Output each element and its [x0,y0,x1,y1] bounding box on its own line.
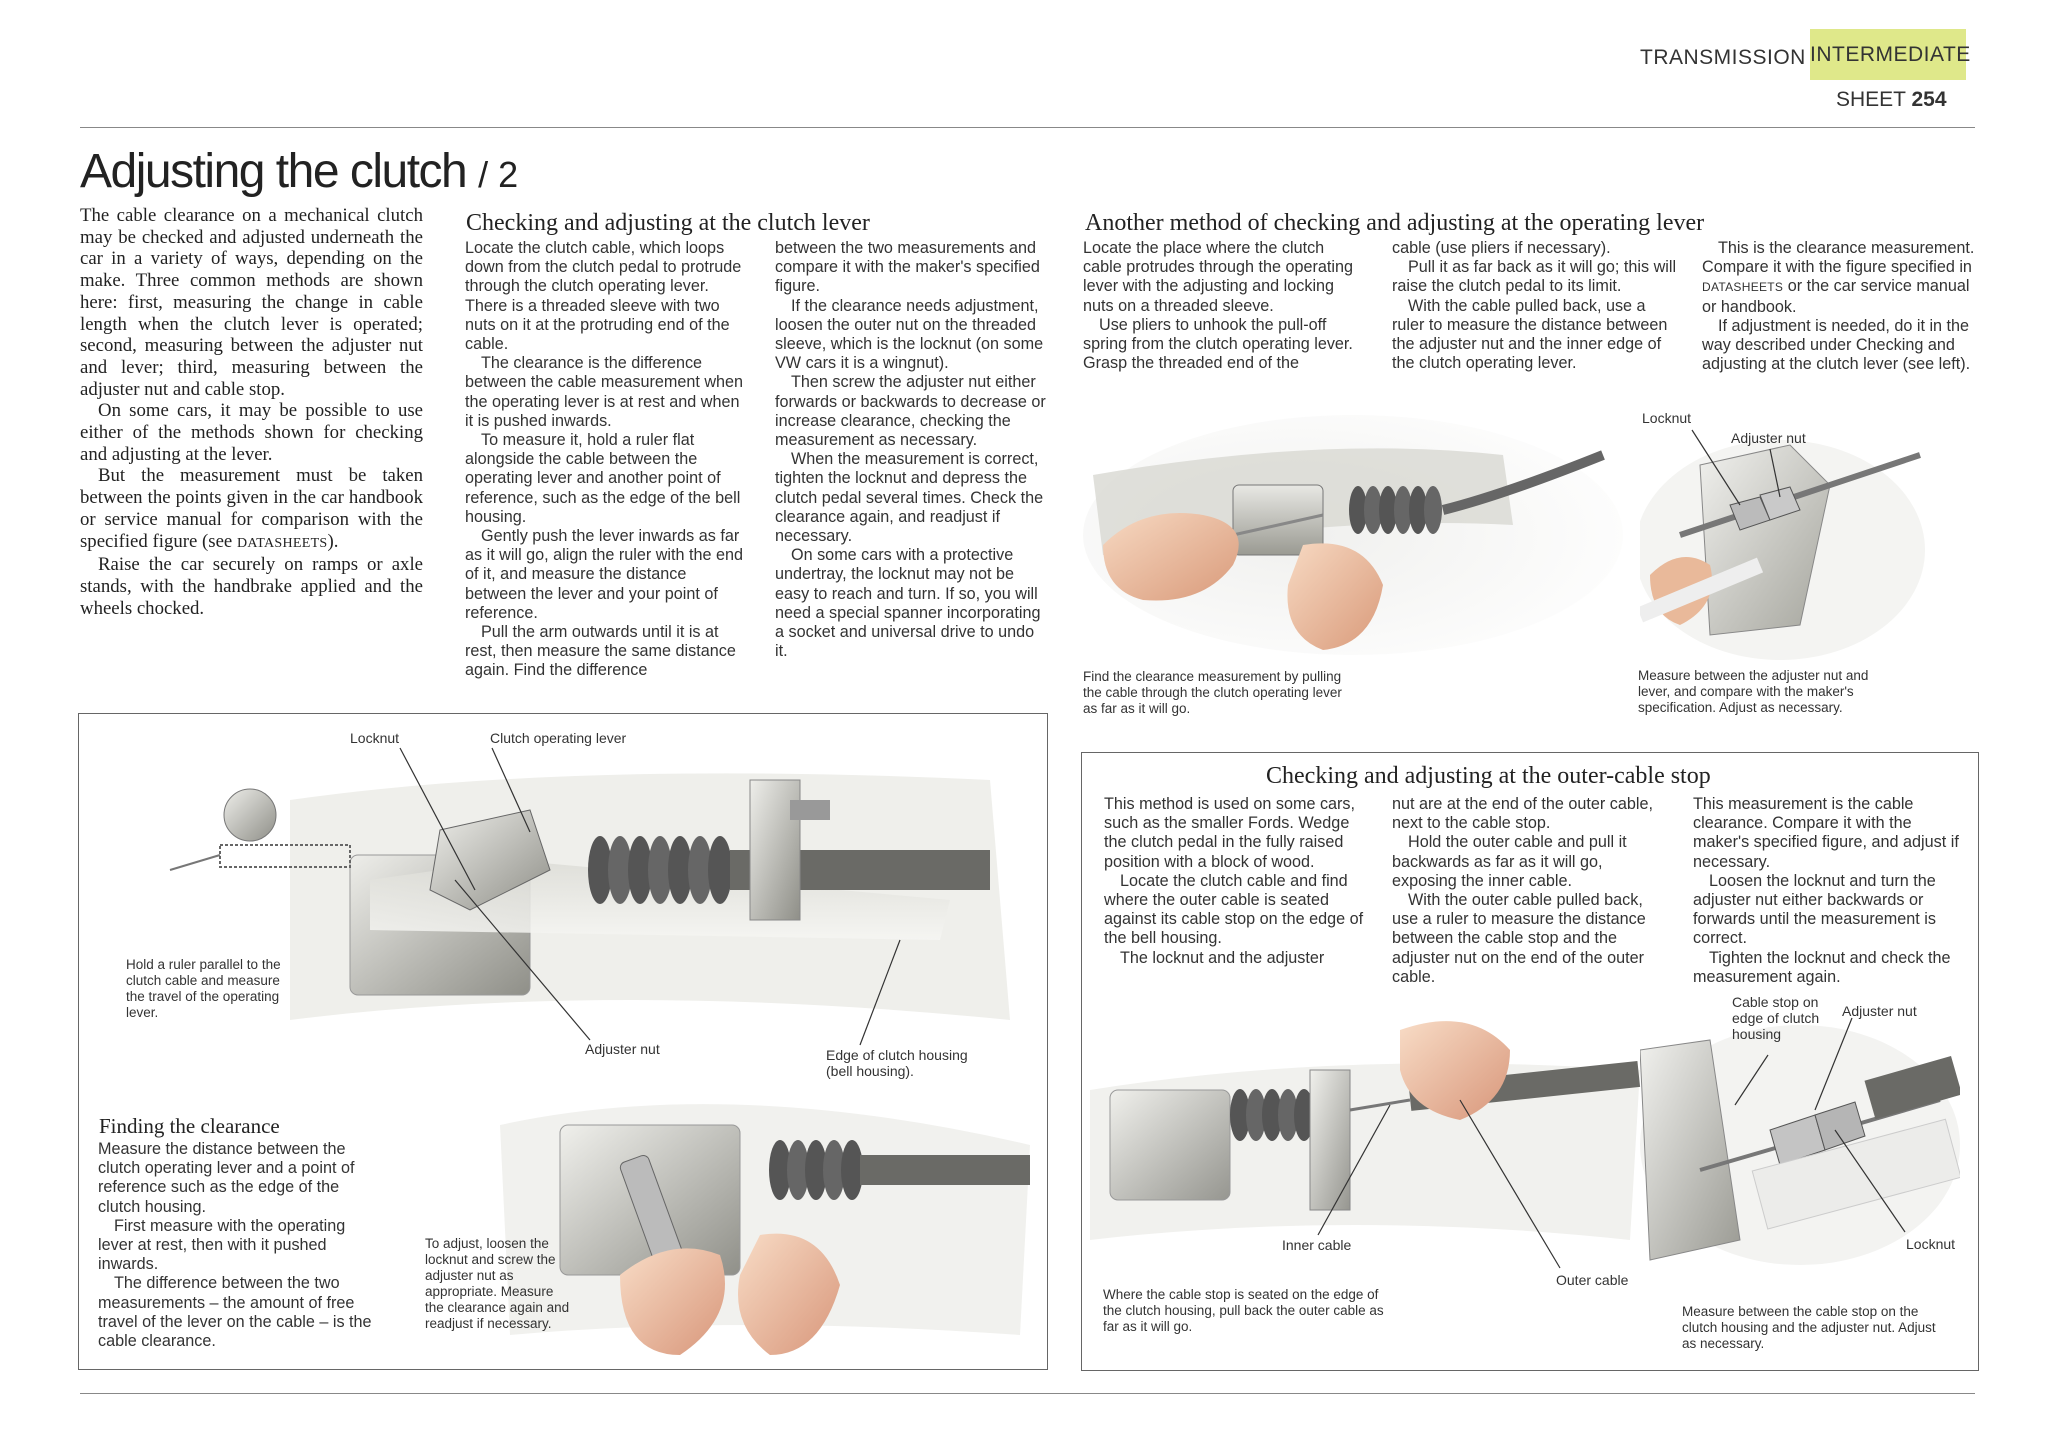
body-paragraph: On some cars with a protective undertray, the locknut may not be easy to reach and turn. If so, you will need a special spanner incorporating a socket and universal drive to undo it. [775,546,1041,661]
datasheets-ref: DATASHEETS [1702,280,1784,295]
label-locknut: Locknut [1906,1236,1956,1252]
body-paragraph: Use pliers to unhook the pull-off spring from the clutch operating lever. Grasp the threaded end of the [1083,315,1353,373]
body-paragraph: Locate the clutch cable and find where the outer cable is seated against its cable stop on the edge of the bell housing. [1104,871,1364,948]
sheet-label: SHEET [1836,88,1906,111]
body-paragraph: The locknut and the adjuster [1120,948,1325,967]
body-paragraph: This measurement is the cable clearance. Compare it with the maker's specified figure, and adjust if necessary. [1693,795,1959,871]
page-title-main: Adjusting the clutch [80,145,467,198]
outer-cable-stop-col1 [1104,795,1374,968]
body-text-run: or the car service manual or handbook. [1702,277,1970,316]
leader-lines [1690,1000,1930,1240]
page-title [80,144,518,199]
body-paragraph: Hold the outer cable and pull it backwards as far as it will go, exposing the inner cable. [1392,833,1627,890]
bolt-head-shape [224,789,276,841]
body-paragraph: Then screw the adjuster nut either forwards or backwards to decrease or increase clearance, checking the measurement as necessary. [775,373,1046,450]
body-paragraph: First measure with the operating lever at rest, then with it pushed inwards. [98,1216,346,1274]
label-inner-cable: Inner cable [1282,1237,1352,1253]
body-paragraph: When the measurement is correct, tighten the locknut and depress the clutch pedal several times. Check the clearance again, and readjust if necessary. [775,450,1044,546]
label-adjuster-nut: Adjuster nut [1842,1003,1917,1019]
leader-lines [1280,1050,1600,1275]
outer-cable-stop-heading: Checking and adjusting at the outer-cable stop [1266,763,1711,789]
label-adjuster-nut: Adjuster nut [585,1041,660,1057]
finding-clearance-text [98,1140,373,1351]
caption-to-adjust: To adjust, loosen the locknut and screw the adjuster nut as appropriate. Measure the clearance again and readjust if necessary. [425,1236,570,1331]
lever-section-col1 [465,239,745,681]
caption-pull-cable: Find the clearance measurement by pulling the cable through the clutch operating lever as far as it will go. [1083,669,1342,716]
body-paragraph: Pull it as far back as it will go; this will raise the clutch pedal to its limit. [1392,258,1677,296]
lever-section-heading: Checking and adjusting at the clutch lever [466,210,870,236]
leader-lines [1680,425,1820,525]
clutch-housing-shape [1110,1090,1230,1200]
rubber-boot-shape [769,1140,863,1200]
body-text-run: This is the clearance measurement. Compare it with the figure specified in [1702,239,1975,277]
label-outer-cable: Outer cable [1556,1272,1629,1288]
body-paragraph: The difference between the two measurements – the amount of free travel of the lever on the cable – is the cable clearance. [98,1274,372,1351]
body-paragraph: cable (use pliers if necessary). [1392,239,1611,257]
label-cable-stop: Cable stop on edge of clutch housing [1732,994,1820,1042]
caption-hold-ruler: Hold a ruler parallel to the clutch cable and measure the travel of the operating lever. [126,957,281,1020]
body-paragraph: Locate the clutch cable, which loops down from the clutch pedal to protrude through the clutch operating lever. There is a threaded sleeve with two nuts on it at the protruding end of the cable. [465,239,742,354]
intro-text-run: But the measurement must be taken between the points given in the car handbook or service manual for comparison with the specified figure (see [80,465,423,552]
body-paragraph [1702,239,1977,317]
body-paragraph: This method is used on some cars, such as the smaller Fords. Wedge the clutch pedal in the fully raised position with a block of wood. [1104,795,1356,871]
footer-divider [80,1393,1975,1394]
body-paragraph: If the clearance needs adjustment, loosen the outer nut on the threaded sleeve, which is the locknut (on some VW cars it is a wingnut). [775,296,1044,373]
illustration-pull-cable [1083,415,1623,665]
body-paragraph: nut are at the end of the outer cable, next to the cable stop. [1392,795,1653,833]
page-title-part: / 2 [478,154,519,195]
section-category: TRANSMISSION [1640,46,1806,69]
body-paragraph: With the cable pulled back, use a ruler to measure the distance between the adjuster nut and the inner edge of the clutch operating lever. [1392,296,1668,373]
operating-section-col2 [1392,239,1677,373]
label-adjuster-nut: Adjuster nut [1731,430,1806,446]
operating-section-col1 [1083,239,1363,373]
body-paragraph: To measure it, hold a ruler flat alongside the cable between the operating lever and another point of reference, such as the edge of the bell housing. [465,431,741,526]
left-hand-shape [620,1248,725,1355]
caption-cable-stop-closeup: Measure between the cable stop on the clutch housing and the adjuster nut. Adjust as necessary. [1682,1304,1936,1351]
lever-section-col2 [775,239,1050,661]
operating-section-heading: Another method of checking and adjusting at the operating lever [1085,210,1705,236]
body-paragraph: Gently push the lever inwards as far as it will go, align the ruler with the end of it, and measure the distance between the lever and your point of reference. [465,527,744,622]
label-clutch-operating-lever: Clutch operating lever [490,730,627,746]
header-divider [80,127,1975,128]
outer-cable-stop-col2 [1392,795,1662,987]
intro-paragraph [80,465,423,554]
body-paragraph: Pull the arm outwards until it is at rest, then measure the same distance again. Find the difference [465,623,736,680]
body-paragraph: Measure the distance between the clutch operating lever and a point of reference such as the edge of the clutch housing. [98,1140,355,1216]
finding-clearance-heading: Finding the clearance [99,1114,280,1138]
leader-lines [380,740,940,1050]
body-paragraph: If adjustment is needed, do it in the way described under Checking and adjusting at the clutch lever (see left). [1702,316,1971,374]
datasheets-ref: DATASHEETS [236,535,328,551]
outer-cable-stop-col3 [1693,795,1961,987]
intro-text-run: ). [327,530,339,552]
operating-section-col3 [1702,239,1977,374]
body-paragraph: Locate the place where the clutch cable protrudes through the operating lever with the adjusting and locking nuts on a threaded sleeve. [1083,239,1353,315]
intro-paragraph: The cable clearance on a mechanical clutch may be checked and adjusted underneath the car in a variety of ways, depending on the make. Three common methods are shown here: first, measuring the change in cable length when the clutch lever is operated; second, measuring between the adjuster nut and lever; third, measuring between the adjuster nut and cable stop. [80,205,423,400]
intro-text [80,205,423,619]
body-paragraph: between the two measurements and compare it with the maker's specified figure. [775,239,1040,296]
intro-paragraph: On some cars, it may be possible to use either of the methods shown for checking and adjusting at the lever. [80,400,423,465]
outer-cable-shape [860,1155,1030,1185]
sheet-number-value: 254 [1911,88,1947,111]
sheet-number [1836,88,1947,112]
body-paragraph: Loosen the locknut and turn the adjuster nut either backwards or forwards until the measurement is correct. [1693,871,1936,948]
label-edge-of-clutch-housing: Edge of clutch housing (bell housing). [826,1047,968,1079]
caption-pull-outer-cable: Where the cable stop is seated on the edge of the clutch housing, pull back the outer cable as far as it will go. [1103,1287,1384,1334]
body-paragraph: Tighten the locknut and check the measurement again. [1693,948,1951,986]
body-paragraph: The clearance is the difference between the cable measurement when the operating lever is at rest and when it is pushed inwards. [465,354,744,430]
caption-adjuster-closeup: Measure between the adjuster nut and lever, and compare with the maker's specification. Adjust as necessary. [1638,668,1869,715]
intro-paragraph: Raise the car securely on ramps or axle stands, with the handbrake applied and the wheels chocked. [80,554,423,619]
label-locknut: Locknut [1642,410,1692,426]
body-paragraph: With the outer cable pulled back, use a ruler to measure the distance between the cable stop and the adjuster nut on the end of the outer cable. [1392,891,1646,986]
label-locknut: Locknut [350,730,400,746]
difficulty-badge: INTERMEDIATE [1810,29,1966,80]
